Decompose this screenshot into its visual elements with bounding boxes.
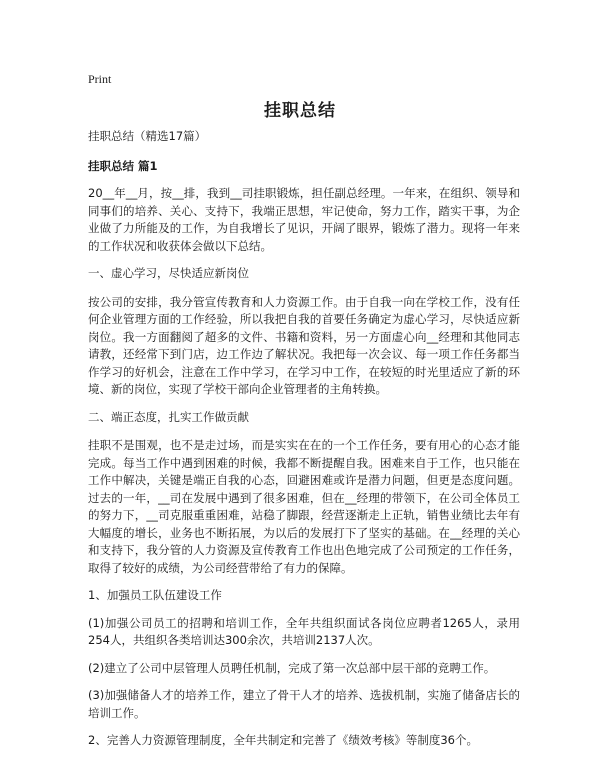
heading-staff-building: 1、加强员工队伍建设工作: [88, 588, 222, 602]
document-title: 挂职总结: [264, 101, 336, 121]
document-body: [88, 128, 520, 760]
heading-learning: 一、虚心学习，尽快适应新岗位: [88, 266, 249, 280]
paragraph-learning: 按公司的安排，我分管宣传教育和人力资源工作。由于自我一向在学校工作，没有任何企业管理方面的工作经验，所以我把自我的首要任务确定为虚心学习，尽快适应新岗位。我一方面翻阅了超多的文件、书籍和资料，另一方面虚心向__经理和其他同志请教，还经常下到门店，边工作边了解状况。我把每一次会议、每一项工作任务都当作学习的好机会，注意在工作中学习，在学习中工作，在较短的时光里适应了新的环境、新的岗位，实现了学校干部向企业管理者的主角转换。: [88, 294, 520, 396]
intro-paragraph: 20__年__月，按__排，我到__司挂职锻炼，担任副总经理。一年来，在组织、领导和同事们的培养、关心、支持下，我端正思想，牢记使命，努力工作，踏实干事，为企业做了力所能及的工作，为自我增长了见识，开阔了眼界，锻炼了潜力。现将一年来的工作状况和收获体会做以下总结。: [88, 186, 520, 253]
list-item-management: (2)建立了公司中层管理人员聘任机制，完成了第一次总部中层干部的竞聘工作。: [88, 660, 496, 675]
heading-hr-system: 2、完善人力资源管理制度，全年共制定和完善了《绩效考核》等制度36个。: [88, 733, 478, 747]
document-subtitle: 挂职总结（精选17篇）: [88, 129, 207, 143]
heading-attitude: 二、端正态度，扎实工作做贡献: [88, 409, 249, 424]
print-link[interactable]: Print: [88, 72, 112, 86]
paragraph-attitude: 挂职不是围观，也不是走过场，而是实实在在的一个工作任务，要有用心的心态才能完成。每当工作中遇到困难的时候，我都不断提醒自我。困难来自于工作，也只能在工作中解决，关键是端正自我的心态，回避困难或许是潜力问题，但更是态度问题。过去的一年，__司在发展中遇到了很多困难，但在__经理的带领下，在公司全体员工的努力下，__司克服重重困难，站稳了脚跟，经营逐渐走上正轨，销售业绩比去年有大幅度的增长，业务也不断拓展，为以后的发展打下了坚实的基础。在__经理的关心和支持下，我分管的人力资源及宣传教育工作也出色地完成了公司预定的工作任务，取得了较好的成绩，为公司经营带给了有力的保障。: [88, 438, 520, 575]
list-item-recruitment: (1)加强公司员工的招聘和培训工作，全年共组织面试各岗位应聘者1265人，录用254人，共组织各类培训达300余次，共培训2137人次。: [88, 615, 520, 647]
list-item-talent: (3)加强储备人才的培养工作，建立了骨干人才的培养、选拔机制，实施了储备店长的培训工作。: [88, 688, 520, 720]
section-title: 挂职总结 篇1: [88, 158, 158, 173]
